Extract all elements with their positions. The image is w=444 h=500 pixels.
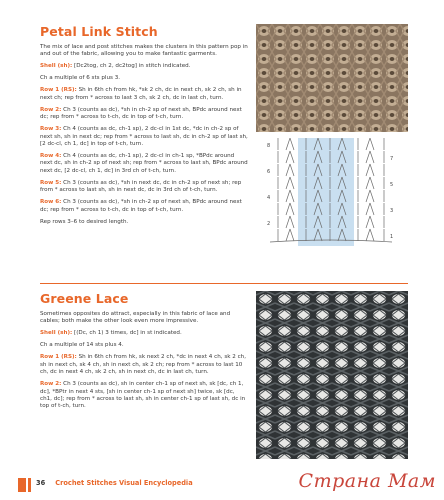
- chart-row-label-4: 4: [267, 195, 271, 201]
- book-title: Crochet Stitches Visual Encyclopedia: [55, 479, 193, 487]
- chart-row-label-7: 7: [390, 156, 394, 162]
- petal-row-6: Row 6: Ch 3 (counts as dc), *sh in ch-2 sp of next sh, BPdc around next dc; rep from * across to t-ch, dc in top of t-ch, turn.: [40, 199, 242, 213]
- footer-accent-bar: [18, 478, 26, 492]
- petal-row-2: Row 2: Ch 3 (counts as dc), *sh in ch-2 sp of next sh, BPdc around next dc; rep from * across to t-ch, dc in top of t-ch, turn.: [40, 106, 242, 121]
- greene-intro: Sometimes opposites do attract, especially in this fabric of lace and cables; both make the other look even more impressive.: [40, 311, 231, 325]
- chart-row-label-8: 8: [267, 143, 271, 149]
- petal-repeat: Rep rows 3–6 to desired length.: [40, 218, 129, 225]
- petal-row-5: Row 5: Ch 3 (counts as dc), *sh in next dc, dc in ch-2 sp of next sh; rep from * across to last sh, sh in next dc, dc in 3rd ch of t-ch, turn.: [40, 179, 242, 194]
- page-footer: [36, 479, 193, 487]
- greene-section: [40, 291, 248, 415]
- greene-row-1: Row 1 (RS): Sh in 6th ch from hk, sk next 2 ch, *dc in next 4 ch, sk 2 ch, sh in next ch, sk 4 ch, sh in next ch, sk 2 ch; rep from * across to last 10 ch, dc in next 4 ch, sk 2 ch, sh in next ch, dc in last ch, turn.: [40, 354, 246, 376]
- chart-row-label-6: 6: [267, 169, 271, 175]
- greene-title: Greene Lace: [40, 291, 129, 306]
- petal-section: [40, 24, 248, 231]
- petal-swatch-photo: [256, 24, 408, 132]
- petal-title: Petal Link Stitch: [40, 24, 158, 39]
- shell-text: [Dc2tog, ch 2, dc2tog] in stitch indicated.: [72, 63, 191, 70]
- greene-shell: Shell (sh): [(Dc, ch 1) 3 times, dc] in st indicated.: [40, 330, 182, 337]
- shell-label: Shell (sh):: [40, 63, 73, 70]
- chart-row-label-5: 5: [390, 182, 394, 188]
- section-divider: [40, 283, 408, 284]
- petal-shell: [40, 63, 248, 70]
- chart-row-label-2: 2: [267, 221, 271, 227]
- footer-accent-bar-thin: [28, 478, 31, 492]
- greene-swatch-photo: [256, 291, 408, 459]
- chart-row-label-1: 1: [390, 234, 394, 240]
- site-watermark: Страна Мам: [298, 470, 436, 492]
- page-number: 36: [36, 479, 46, 487]
- greene-chain: Ch a multiple of 14 sts plus 4.: [40, 342, 124, 349]
- petal-row-4: Row 4: Ch 4 (counts as dc, ch-1 sp), 2 dc-cl in ch-1 sp, *BPdc around next dc, sh in ch-2 sp of next sh; rep from * across to last sh, BPdc around next dc, [2 dc-cl, ch 1, dc] in 3rd ch of t-ch, turn.: [40, 153, 248, 174]
- petal-stitch-chart: [266, 138, 396, 246]
- petal-chain: Ch a multiple of 6 sts plus 3.: [40, 75, 121, 82]
- chart-row-label-3: 3: [390, 208, 394, 214]
- petal-row-1: Row 1 (RS): Sh in 6th ch from hk, *sk 2 ch, dc in next ch, sk 2 ch, sh in next ch; rep from * across to last 3 ch, sk 2 ch, dc in last ch, turn.: [40, 87, 242, 101]
- petal-row-3: Row 3: Ch 4 (counts as dc, ch-1 sp), 2 dc-cl in 1st dc, *dc in ch-2 sp of next sh, sh in next dc; rep from * across to last sh, dc in ch-2 sp of last sh, [2 dc-cl, ch 1, dc] in top of t-ch, turn.: [40, 126, 248, 148]
- greene-row-2: Row 2: Ch 3 (counts as dc), sh in center ch-1 sp of next sh, sk [dc, ch 1, dc], *BPtr in next 4 sts, [sh in center ch-1 sp of next sh] twice, sk [dc, ch1, dc]; rep from * across to last sh, sh in center ch-1 sp of last sh, dc in top of t-ch, turn.: [40, 381, 246, 410]
- petal-intro: The mix of lace and post stitches makes the clusters in this pattern pop in and out of the fabric, allowing you to make fantastic garments.: [40, 44, 248, 58]
